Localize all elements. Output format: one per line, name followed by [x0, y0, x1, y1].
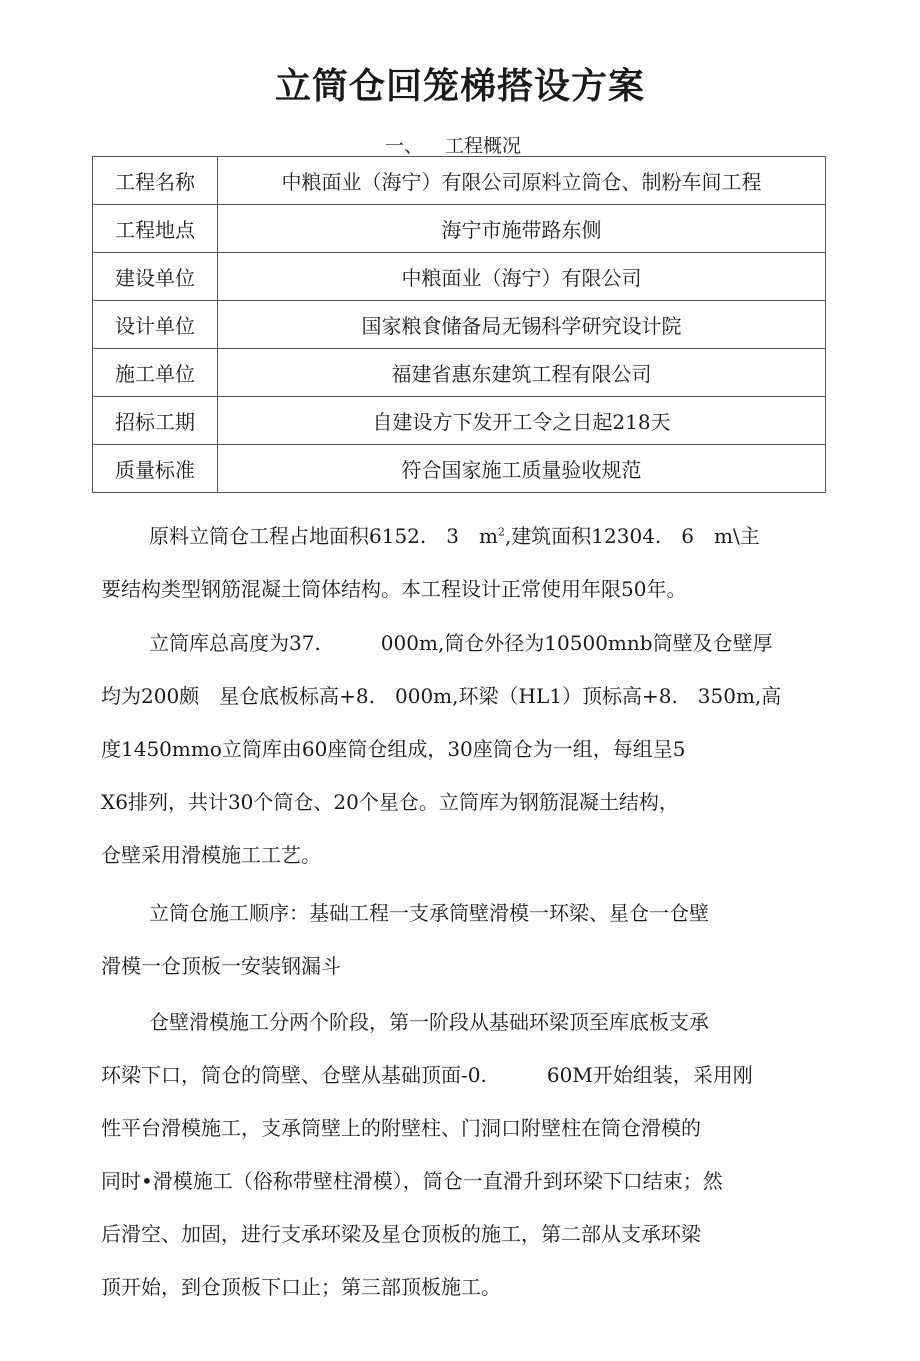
paragraph-line: 同时•滑模施工（俗称带壁柱滑模），筒仓一直滑升到环梁下口结束；然 [101, 1169, 723, 1193]
line-text: ,建筑面积12304. 6 m\主 [504, 524, 760, 548]
document-title: 立筒仓回笼梯搭设方案 [274, 66, 645, 107]
paragraph-line: 立筒库总高度为37. 000m,筒仓外径为10500mnb筒壁及仓壁厚 [149, 631, 773, 655]
paragraph-line: 性平台滑模施工，支承筒壁上的附壁柱、门洞口附壁柱在筒仓滑模的 [101, 1116, 701, 1140]
row-value: 福建省惠东建筑工程有限公司 [218, 349, 826, 397]
row-label: 建设单位 [93, 253, 218, 301]
paragraph-line: 仓壁滑模施工分两个阶段，第一阶段从基础环梁顶至库底板支承 [149, 1010, 709, 1034]
table-row [93, 253, 826, 301]
paragraph-line: 后滑空、加固，进行支承环梁及星仓顶板的施工，第二部从支承环梁 [101, 1222, 701, 1246]
row-label: 质量标准 [93, 445, 218, 493]
paragraph-line: 顶开始，到仓顶板下口止；第三部顶板施工。 [101, 1275, 501, 1299]
row-value: 海宁市施带路东侧 [218, 205, 826, 253]
row-label: 施工单位 [93, 349, 218, 397]
table-row [93, 397, 826, 445]
line-text: 原料立筒仓工程占地面积6152. 3 m [149, 524, 498, 548]
paragraph-silo-dimensions [101, 617, 829, 882]
paragraph-line: 均为200颇 星仓底板标高+8. 000m,环梁（HL1）顶标高+8. 350m,高 [101, 684, 782, 708]
section-number: 一、 [385, 135, 424, 157]
row-label: 设计单位 [93, 301, 218, 349]
paragraph-site-area [101, 510, 829, 616]
row-label: 工程地点 [93, 205, 218, 253]
row-value: 符合国家施工质量验收规范 [218, 445, 826, 493]
table-row [93, 157, 826, 205]
row-label: 工程名称 [93, 157, 218, 205]
table-row [93, 205, 826, 253]
paragraph-line: 仓壁采用滑模施工工艺。 [101, 843, 321, 867]
table-row [93, 349, 826, 397]
paragraph-line: 度1450mmo立筒库由60座筒仓组成，30座筒仓为一组，每组呈5 [101, 737, 686, 761]
table-row [93, 301, 826, 349]
paragraph-construction-order [101, 887, 829, 993]
paragraph-line: 立筒仓施工顺序：基础工程一支承筒壁滑模一环梁、星仓一仓壁 [149, 901, 709, 925]
section-title: 工程概况 [445, 135, 522, 157]
row-label: 招标工期 [93, 397, 218, 445]
paragraph-line: 要结构类型钢筋混凝土筒体结构。本工程设计正常使用年限50年。 [101, 577, 687, 601]
row-value: 中粮面业（海宁）有限公司 [218, 253, 826, 301]
row-value: 中粮面业（海宁）有限公司原料立筒仓、制粉车间工程 [218, 157, 826, 205]
project-info-table [92, 156, 826, 493]
superscript: 2 [497, 525, 505, 539]
table-row [93, 445, 826, 493]
row-value: 国家粮食储备局无锡科学研究设计院 [218, 301, 826, 349]
row-value: 自建设方下发开工令之日起218天 [218, 397, 826, 445]
paragraph-line: 环梁下口，筒仓的筒壁、仓壁从基础顶面-0. 60M开始组装，采用刚 [101, 1063, 753, 1087]
paragraph-line: 滑模一仓顶板一安装钢漏斗 [101, 954, 341, 978]
paragraph-slipform-stages [101, 996, 829, 1314]
paragraph-line: X6排列，共计30个筒仓、20个星仓。立筒库为钢筋混凝土结构， [101, 790, 679, 814]
paragraph-line [101, 510, 829, 563]
section-heading [385, 131, 521, 158]
